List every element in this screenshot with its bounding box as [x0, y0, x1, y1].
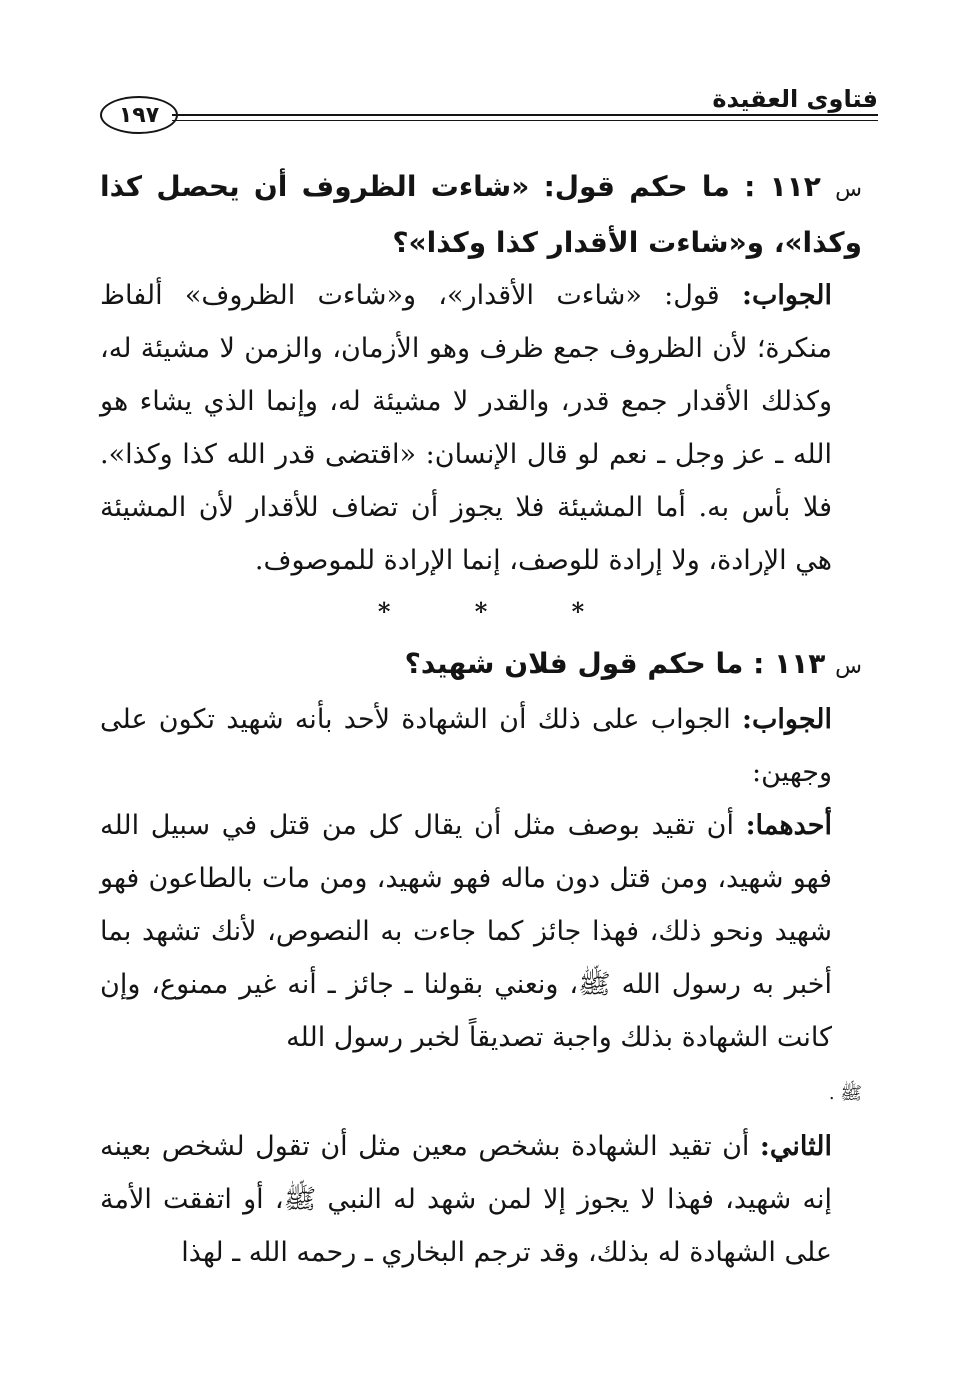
answer-lead: الجواب: — [742, 704, 832, 735]
page-body — [100, 160, 862, 1279]
section-separator: * * * — [377, 597, 623, 626]
header-rule — [172, 114, 878, 121]
question-marker: س — [835, 177, 863, 202]
answer-113 — [100, 693, 862, 799]
page-number: ١٩٧ — [118, 102, 160, 128]
first-case — [100, 799, 862, 1064]
question-number: ١١٢ : — [744, 170, 821, 203]
second-case — [100, 1120, 862, 1279]
answer-text: الجواب على ذلك أن الشهادة لأحد بأنه شهيد تكون على وجهين: — [100, 704, 832, 788]
question-marker: س — [835, 654, 862, 679]
question-112 — [100, 160, 862, 269]
question-text: ما حكم قول: «شاءت الظروف أن يحصل كذا وكذا»، و«شاءت الأقدار كذا وكذا»؟ — [100, 170, 862, 259]
running-header — [100, 84, 878, 134]
first-case-text: أن تقيد بوصف مثل أن يقال كل من قتل في سبيل الله فهو شهيد، ومن قتل دون ماله فهو شهيد، ومن مات بالطاعون فهو شهيد ونحو ذلك، فهذا جائز كما جاءت به النصوص، لأنك تشهد بما أخبر به رسول الله ﷺ، ونعني بقولنا ـ جائز ـ أنه غير ممنوع، وإن كانت الشهادة بذلك واجبة تصديقاً لخبر رسول الله — [100, 810, 832, 1053]
answer-112 — [100, 269, 862, 587]
question-113 — [100, 637, 862, 693]
second-case-text: أن تقيد الشهادة بشخص معين مثل أن تقول لشخص بعينه إنه شهيد، فهذا لا يجوز إلا لمن شهد له النبي ﷺ، أو اتفقت الأمة على الشهادة له بذلك، وقد ترجم البخاري ـ رحمه الله ـ لهذا — [100, 1131, 832, 1268]
first-case-lead: أحدهما: — [745, 810, 832, 841]
first-case-end — [100, 1064, 862, 1120]
salutation-end: ﷺ . — [828, 1083, 862, 1104]
question-text: ما حكم قول فلان شهيد؟ — [404, 647, 744, 680]
second-case-lead: الثاني: — [759, 1131, 832, 1162]
answer-text: قول: «شاءت الأقدار»، و«شاءت الظروف» ألفاظ منكرة؛ لأن الظروف جمع ظرف وهو الأزمان، والزمن لا مشيئة له، وكذلك الأقدار جمع قدر، والقدر لا مشيئة له، وإنما الذي يشاء هو الله ـ عز وجل ـ نعم لو قال الإنسان: «اقتضى قدر الله كذا وكذا». فلا بأس به. أما المشيئة فلا يجوز أن تضاف للأقدار لأن المشيئة هي الإرادة، ولا إرادة للوصف، إنما الإرادة للموصوف. — [100, 280, 832, 576]
question-number: ١١٣ : — [753, 647, 826, 680]
book-title: فتاوى العقيدة — [712, 85, 878, 113]
answer-lead: الجواب: — [742, 280, 832, 311]
page-number-badge — [100, 96, 178, 134]
